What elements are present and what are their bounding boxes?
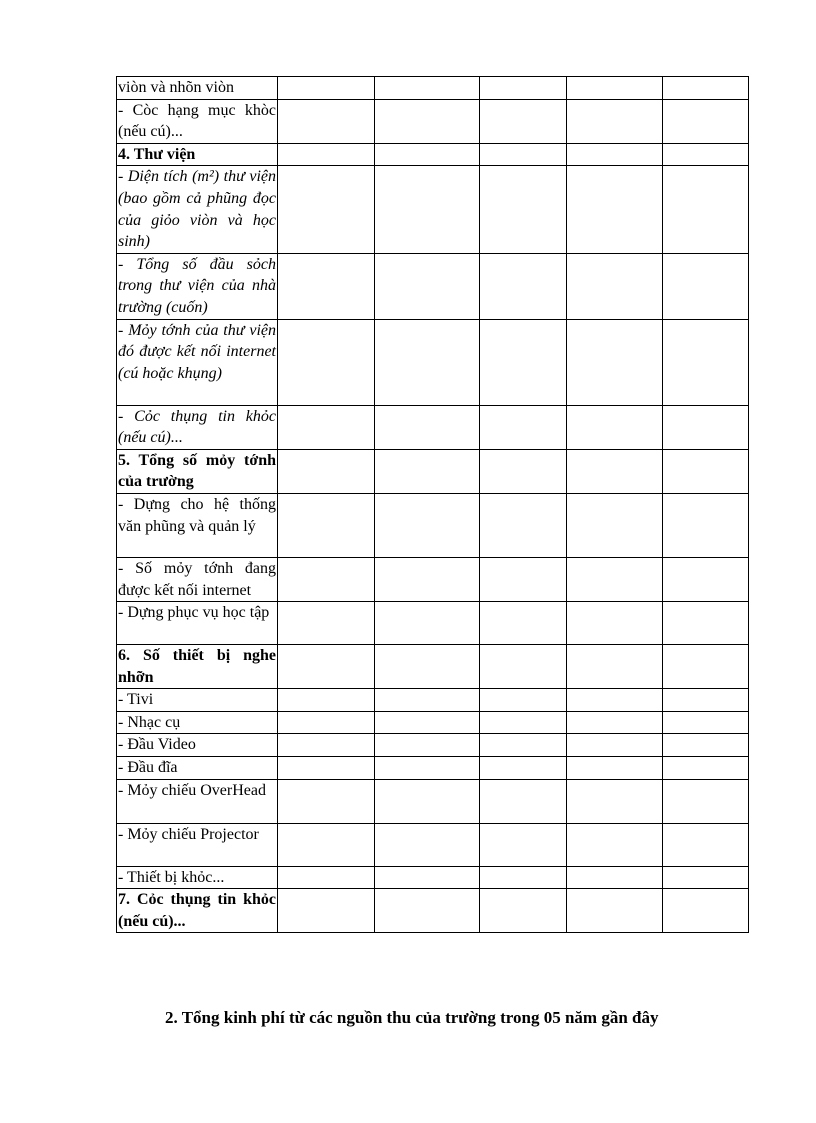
empty-value-cell[interactable] bbox=[567, 734, 663, 757]
table-row bbox=[117, 602, 749, 645]
empty-value-cell[interactable] bbox=[278, 689, 375, 712]
empty-value-cell[interactable] bbox=[375, 405, 480, 449]
empty-value-cell[interactable] bbox=[375, 757, 480, 780]
empty-value-cell[interactable] bbox=[278, 493, 375, 557]
table-row bbox=[117, 77, 749, 100]
empty-value-cell[interactable] bbox=[375, 602, 480, 645]
empty-value-cell[interactable] bbox=[375, 866, 480, 889]
empty-value-cell[interactable] bbox=[375, 253, 480, 319]
empty-value-cell[interactable] bbox=[278, 253, 375, 319]
empty-value-cell[interactable] bbox=[480, 645, 567, 689]
empty-value-cell[interactable] bbox=[663, 319, 749, 405]
empty-value-cell[interactable] bbox=[567, 889, 663, 933]
empty-value-cell[interactable] bbox=[663, 99, 749, 143]
table-row bbox=[117, 449, 749, 493]
row-label-cell: - Dựng cho hệ thống văn phũng và quản lý bbox=[117, 493, 278, 557]
row-label-cell: - Còc hạng mục khòc (nếu cú)... bbox=[117, 99, 278, 143]
empty-value-cell[interactable] bbox=[375, 319, 480, 405]
empty-value-cell[interactable] bbox=[480, 449, 567, 493]
facilities-table-body bbox=[117, 77, 749, 933]
table-row bbox=[117, 99, 749, 143]
empty-value-cell[interactable] bbox=[375, 889, 480, 933]
empty-value-cell[interactable] bbox=[480, 734, 567, 757]
empty-value-cell[interactable] bbox=[567, 779, 663, 823]
table-row bbox=[117, 889, 749, 933]
empty-value-cell[interactable] bbox=[567, 449, 663, 493]
empty-value-cell[interactable] bbox=[663, 557, 749, 601]
empty-value-cell[interactable] bbox=[663, 602, 749, 645]
empty-value-cell[interactable] bbox=[567, 689, 663, 712]
empty-value-cell[interactable] bbox=[375, 557, 480, 601]
table-row bbox=[117, 711, 749, 734]
table-row bbox=[117, 823, 749, 866]
empty-value-cell[interactable] bbox=[375, 779, 480, 823]
empty-value-cell[interactable] bbox=[278, 319, 375, 405]
row-label-cell: - Đầu đĩa bbox=[117, 757, 278, 780]
table-row bbox=[117, 866, 749, 889]
empty-value-cell[interactable] bbox=[375, 99, 480, 143]
table-row bbox=[117, 779, 749, 823]
empty-value-cell[interactable] bbox=[480, 757, 567, 780]
facilities-table bbox=[116, 76, 749, 933]
table-row bbox=[117, 757, 749, 780]
empty-value-cell[interactable] bbox=[663, 889, 749, 933]
empty-value-cell[interactable] bbox=[663, 823, 749, 866]
empty-value-cell[interactable] bbox=[480, 319, 567, 405]
row-label-cell: - Tổng số đầu sỏch trong thư viện của nhà trường (cuốn) bbox=[117, 253, 278, 319]
empty-value-cell[interactable] bbox=[663, 493, 749, 557]
table-row bbox=[117, 493, 749, 557]
empty-value-cell[interactable] bbox=[480, 889, 567, 933]
table-row bbox=[117, 253, 749, 319]
empty-value-cell[interactable] bbox=[663, 143, 749, 166]
table-row bbox=[117, 557, 749, 601]
empty-value-cell[interactable] bbox=[480, 493, 567, 557]
empty-value-cell[interactable] bbox=[480, 253, 567, 319]
row-label-cell: - Thiết bị khỏc... bbox=[117, 866, 278, 889]
row-label-cell: - Số mỏy tớnh đang được kết nối internet bbox=[117, 557, 278, 601]
row-label-cell: - Đầu Video bbox=[117, 734, 278, 757]
section-heading: 2. Tổng kinh phí từ các nguồn thu của trường trong 05 năm gần đây bbox=[165, 1008, 659, 1027]
empty-value-cell[interactable] bbox=[375, 493, 480, 557]
empty-value-cell[interactable] bbox=[663, 253, 749, 319]
empty-value-cell[interactable] bbox=[278, 757, 375, 780]
empty-value-cell[interactable] bbox=[567, 77, 663, 100]
empty-value-cell[interactable] bbox=[278, 734, 375, 757]
empty-value-cell[interactable] bbox=[567, 823, 663, 866]
empty-value-cell[interactable] bbox=[480, 99, 567, 143]
empty-value-cell[interactable] bbox=[278, 166, 375, 253]
empty-value-cell[interactable] bbox=[567, 711, 663, 734]
empty-value-cell[interactable] bbox=[663, 866, 749, 889]
empty-value-cell[interactable] bbox=[567, 602, 663, 645]
empty-value-cell[interactable] bbox=[480, 166, 567, 253]
empty-value-cell[interactable] bbox=[663, 405, 749, 449]
empty-value-cell[interactable] bbox=[278, 866, 375, 889]
empty-value-cell[interactable] bbox=[278, 711, 375, 734]
empty-value-cell[interactable] bbox=[567, 253, 663, 319]
empty-value-cell[interactable] bbox=[663, 645, 749, 689]
empty-value-cell[interactable] bbox=[480, 602, 567, 645]
empty-value-cell[interactable] bbox=[567, 319, 663, 405]
row-label-cell: - Cỏc thụng tin khỏc (nếu cú)... bbox=[117, 405, 278, 449]
empty-value-cell[interactable] bbox=[278, 99, 375, 143]
empty-value-cell[interactable] bbox=[663, 77, 749, 100]
empty-value-cell[interactable] bbox=[375, 449, 480, 493]
empty-value-cell[interactable] bbox=[480, 823, 567, 866]
row-label-cell: - Dựng phục vụ học tập bbox=[117, 602, 278, 645]
table-row bbox=[117, 319, 749, 405]
empty-value-cell[interactable] bbox=[567, 143, 663, 166]
empty-value-cell[interactable] bbox=[480, 866, 567, 889]
empty-value-cell[interactable] bbox=[480, 405, 567, 449]
empty-value-cell[interactable] bbox=[278, 557, 375, 601]
table-row bbox=[117, 143, 749, 166]
empty-value-cell[interactable] bbox=[278, 405, 375, 449]
row-label-cell: - Tivi bbox=[117, 689, 278, 712]
empty-value-cell[interactable] bbox=[278, 449, 375, 493]
table-row bbox=[117, 166, 749, 253]
empty-value-cell[interactable] bbox=[567, 557, 663, 601]
empty-value-cell[interactable] bbox=[278, 602, 375, 645]
table-row bbox=[117, 734, 749, 757]
row-label-cell: - Mỏy tớnh của thư viện đó được kết nối internet (cú hoặc khụng) bbox=[117, 319, 278, 405]
empty-value-cell[interactable] bbox=[567, 757, 663, 780]
empty-value-cell[interactable] bbox=[663, 711, 749, 734]
empty-value-cell[interactable] bbox=[278, 889, 375, 933]
row-label-cell: 5. Tổng số mỏy tớnh của trường bbox=[117, 449, 278, 493]
empty-value-cell[interactable] bbox=[375, 689, 480, 712]
table-row bbox=[117, 689, 749, 712]
empty-value-cell[interactable] bbox=[375, 166, 480, 253]
empty-value-cell[interactable] bbox=[278, 645, 375, 689]
empty-value-cell[interactable] bbox=[663, 757, 749, 780]
empty-value-cell[interactable] bbox=[480, 557, 567, 601]
empty-value-cell[interactable] bbox=[480, 143, 567, 166]
empty-value-cell[interactable] bbox=[567, 166, 663, 253]
empty-value-cell[interactable] bbox=[375, 77, 480, 100]
table-row bbox=[117, 645, 749, 689]
row-label-cell: 4. Thư viện bbox=[117, 143, 278, 166]
empty-value-cell[interactable] bbox=[375, 711, 480, 734]
empty-value-cell[interactable] bbox=[663, 449, 749, 493]
row-label-cell: - Mỏy chiếu Projector bbox=[117, 823, 278, 866]
row-label-cell: - Mỏy chiếu OverHead bbox=[117, 779, 278, 823]
empty-value-cell[interactable] bbox=[567, 405, 663, 449]
empty-value-cell[interactable] bbox=[567, 866, 663, 889]
row-label-cell: 6. Số thiết bị nghe nhỡn bbox=[117, 645, 278, 689]
row-label-cell: 7. Cỏc thụng tin khỏc (nếu cú)... bbox=[117, 889, 278, 933]
empty-value-cell[interactable] bbox=[480, 689, 567, 712]
empty-value-cell[interactable] bbox=[663, 734, 749, 757]
empty-value-cell[interactable] bbox=[375, 645, 480, 689]
row-label-cell: - Diện tích (m²) thư viện (bao gồm cả phũng đọc của giỏo viòn và học sinh) bbox=[117, 166, 278, 253]
empty-value-cell[interactable] bbox=[480, 711, 567, 734]
empty-value-cell[interactable] bbox=[480, 779, 567, 823]
empty-value-cell[interactable] bbox=[663, 779, 749, 823]
empty-value-cell[interactable] bbox=[278, 823, 375, 866]
empty-value-cell[interactable] bbox=[375, 734, 480, 757]
empty-value-cell[interactable] bbox=[663, 689, 749, 712]
empty-value-cell[interactable] bbox=[480, 77, 567, 100]
empty-value-cell[interactable] bbox=[567, 99, 663, 143]
empty-value-cell[interactable] bbox=[278, 77, 375, 100]
empty-value-cell[interactable] bbox=[375, 823, 480, 866]
empty-value-cell[interactable] bbox=[375, 143, 480, 166]
empty-value-cell[interactable] bbox=[663, 166, 749, 253]
row-label-cell: viòn và nhõn viòn bbox=[117, 77, 278, 100]
row-label-cell: - Nhạc cụ bbox=[117, 711, 278, 734]
empty-value-cell[interactable] bbox=[278, 143, 375, 166]
table-row bbox=[117, 405, 749, 449]
empty-value-cell[interactable] bbox=[567, 645, 663, 689]
empty-value-cell[interactable] bbox=[278, 779, 375, 823]
empty-value-cell[interactable] bbox=[567, 493, 663, 557]
